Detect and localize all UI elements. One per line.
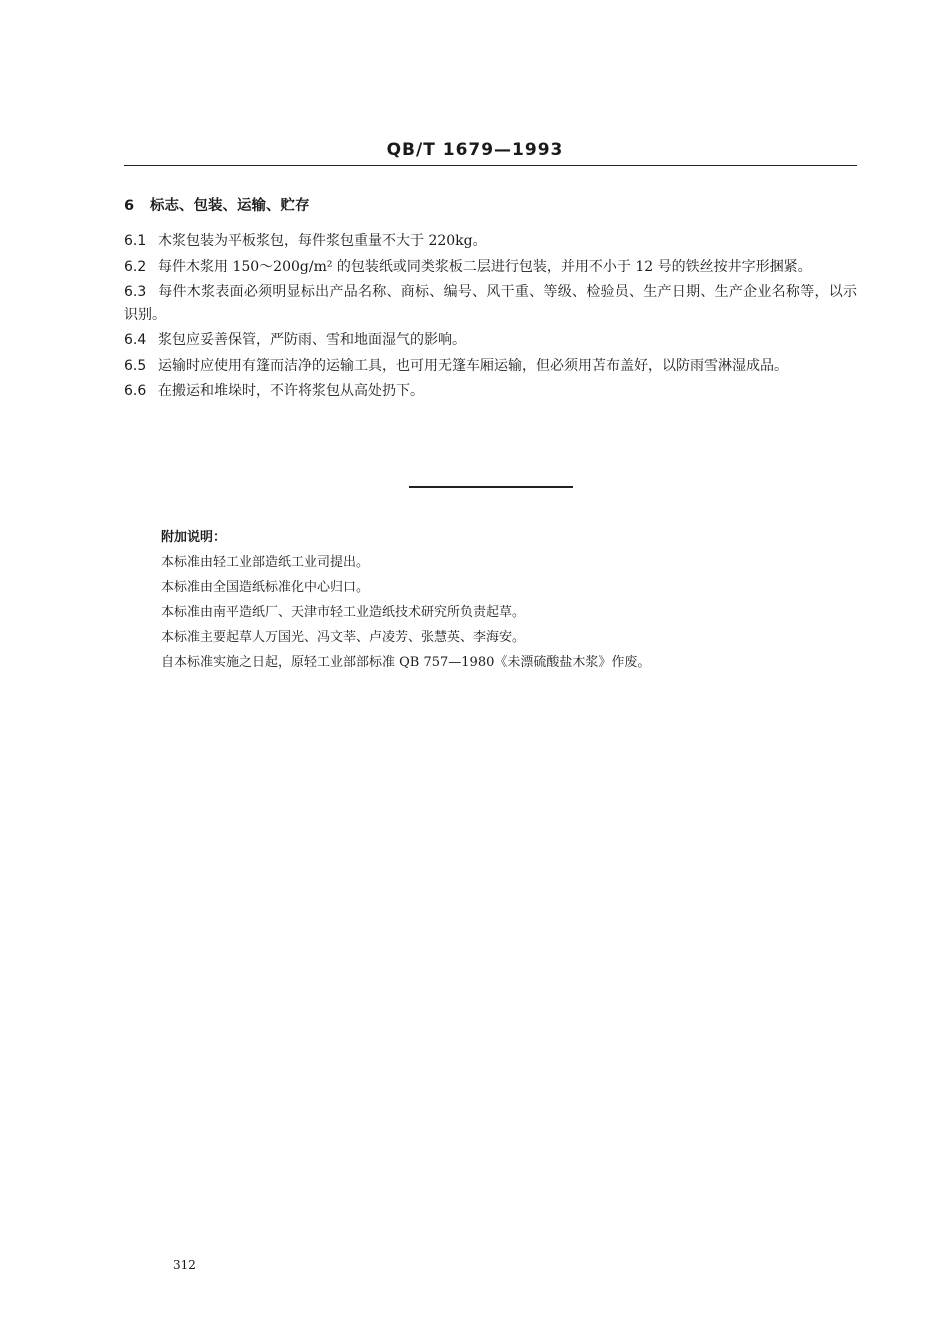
notes-line: 本标准主要起草人万国光、冯文莘、卢凌芳、张慧英、李海安。 <box>161 630 526 645</box>
section-number: 6 <box>124 198 135 214</box>
additional-notes <box>161 525 851 675</box>
clause-list <box>124 230 857 406</box>
notes-line: 本标准由全国造纸标准化中心归口。 <box>161 580 370 595</box>
clause <box>124 380 857 403</box>
section-title: 标志、包装、运输、贮存 <box>150 198 310 214</box>
notes-title: 附加说明： <box>161 530 227 545</box>
header-rule <box>124 165 857 166</box>
clause <box>124 329 857 352</box>
clause-text: 在搬运和堆垛时，不许将浆包从高处扔下。 <box>158 383 424 399</box>
clause-number: 6.3 <box>124 284 147 300</box>
clause-text: 每件木浆用 150～200g/m² 的包装纸或同类浆板二层进行包装，并用不小于 12 号的铁丝按井字形捆紧。 <box>158 258 812 275</box>
notes-line: 本标准由南平造纸厂、天津市轻工业造纸技术研究所负责起草。 <box>161 605 526 620</box>
notes-line: 本标准由轻工业部造纸工业司提出。 <box>161 555 370 570</box>
clause-number: 6.4 <box>124 332 147 348</box>
clause-text: 木浆包装为平板浆包，每件浆包重量不大于 220kg。 <box>158 233 487 249</box>
clause-number: 6.6 <box>124 383 147 399</box>
clause-number: 6.1 <box>124 233 147 249</box>
clause <box>124 355 857 378</box>
clause-text: 浆包应妥善保管，严防雨、雪和地面湿气的影响。 <box>158 332 466 348</box>
clause-text: 运输时应使用有篷而洁净的运输工具，也可用无篷车厢运输，但必须用苫布盖好，以防雨雪淋湿成品。 <box>158 357 788 374</box>
clause-number: 6.5 <box>124 357 147 374</box>
standard-code: QB/T 1679—1993 <box>386 140 564 160</box>
notes-line: 自本标准实施之日起，原轻工业部部标准 QB 757—1980《未漂硫酸盐木浆》作废。 <box>161 655 651 670</box>
end-of-text-rule <box>409 486 573 488</box>
clause-text: 每件木浆表面必须明显标出产品名称、商标、编号、风干重、等级、检验员、生产日期、生产企业名称等，以示识别。 <box>124 284 857 323</box>
clause-number: 6.2 <box>124 258 147 275</box>
clause <box>124 256 857 279</box>
clause <box>124 281 857 326</box>
clause <box>124 230 857 253</box>
page-number: 312 <box>173 1258 196 1272</box>
section-heading <box>124 194 310 215</box>
